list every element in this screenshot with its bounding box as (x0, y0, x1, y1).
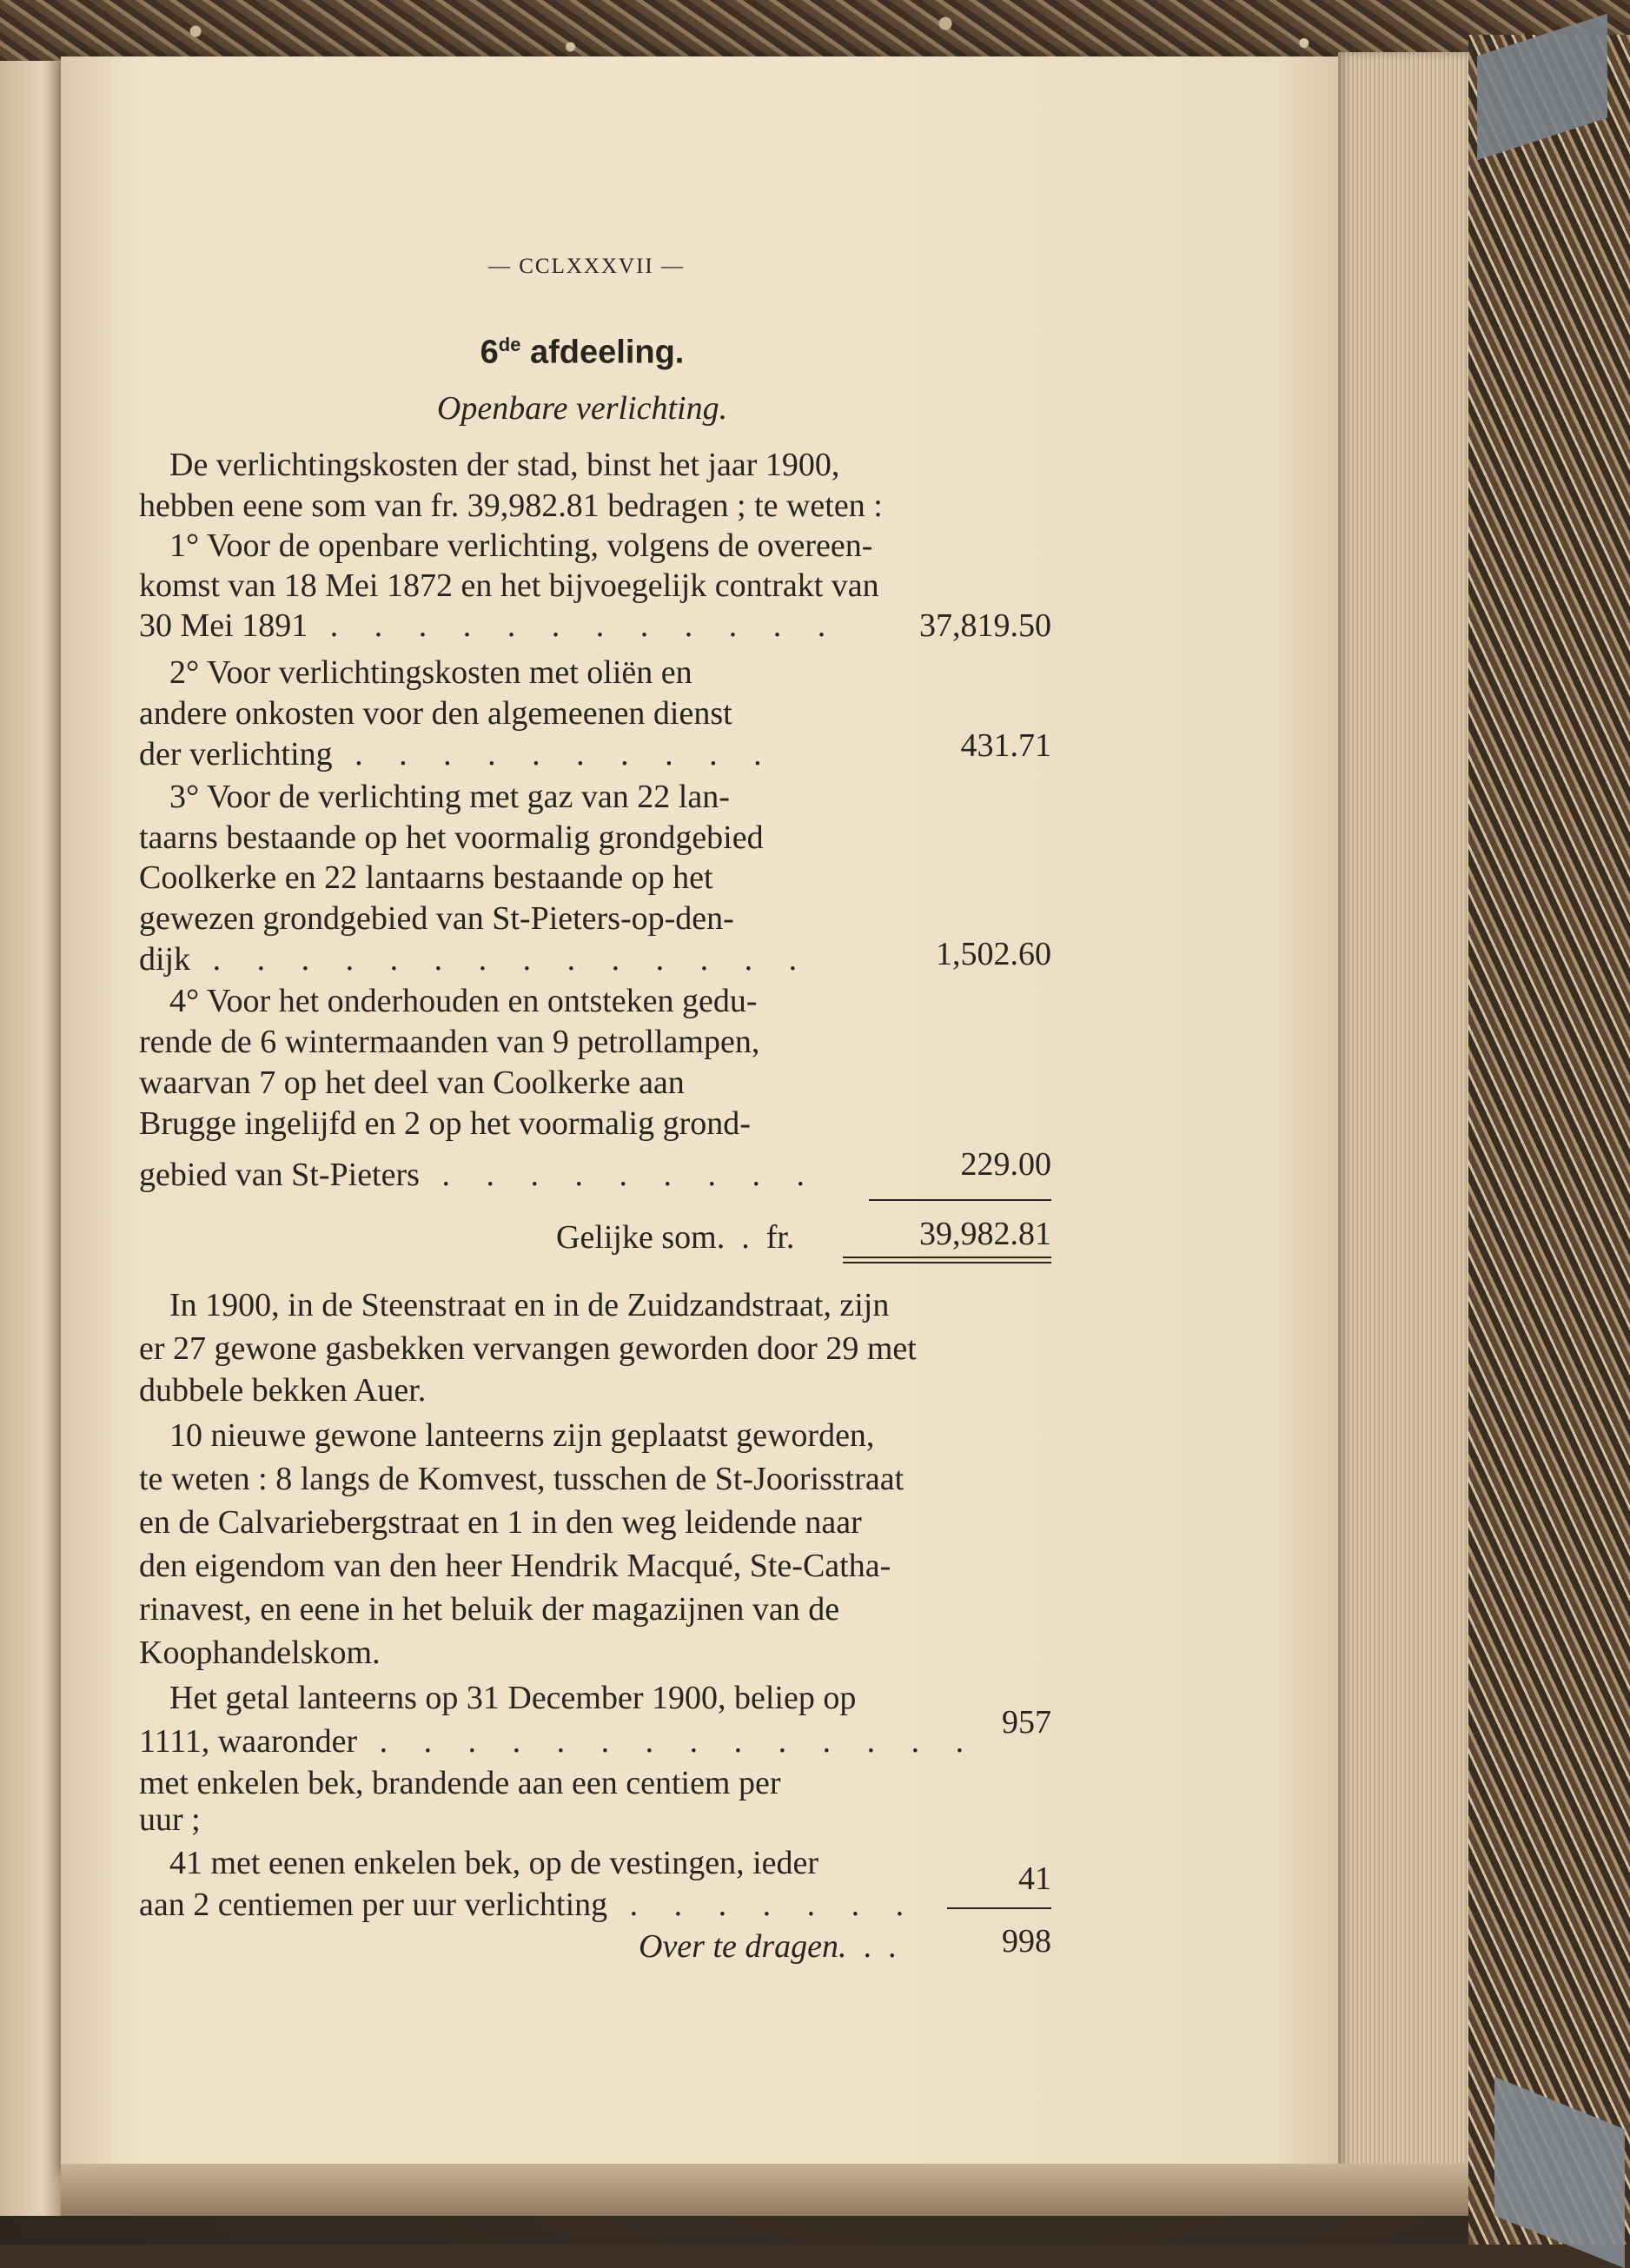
lantern-count2-line-2: aan 2 centiemen per uur verlichting . . . . . . . (139, 1887, 918, 1923)
item-1-line-2: komst van 18 Mei 1872 en het bijvoegelijk contrakt van (139, 567, 879, 604)
total-label: Gelijke som. . fr. (556, 1219, 795, 1256)
lantern-count-line-4: uur ; (139, 1801, 201, 1838)
section-number: 6 (480, 334, 499, 371)
item-3-line-4: gewezen grondgebied van St-Pieters-op-den- (139, 900, 734, 937)
lantern-count-amount: 957 (1002, 1704, 1051, 1741)
para-2-line-3: en de Calvariebergstraat en 1 in den weg leidende naar (139, 1504, 862, 1541)
item-3-amount: 1,502.60 (936, 936, 1051, 972)
para-2-line-5: rinavest, en eene in het beluik der magazijnen van de (139, 1591, 840, 1628)
para-2-line-2: te weten : 8 langs de Komvest, tusschen de St-Joorisstraat (139, 1461, 904, 1497)
item-3-line-3: Coolkerke en 22 lantaarns bestaande op het (139, 859, 713, 896)
item-2-last-line: der verlichting . . . . . . . . . . (139, 736, 776, 773)
item-4-last-line: gebied van St-Pieters . . . . . . . . . (139, 1157, 818, 1193)
total-rule-2 (843, 1262, 1051, 1263)
item-3-line-1: 3° Voor de verlichting met gaz van 22 lan- (169, 779, 730, 815)
subtitle: Openbare verlichting. (436, 390, 728, 427)
item-2-line-2: andere onkosten voor den algemeenen dienst (139, 695, 732, 732)
lantern-count-line-1: Het getal lanteerns op 31 December 1900, beliep op (169, 1680, 857, 1716)
item-4-line-4: Brugge ingelijfd en 2 op het voormalig grond- (139, 1105, 751, 1142)
total-rule-1 (843, 1257, 1051, 1258)
lantern-count2-line-1: 41 met eenen enkelen bek, op de vestingen, ieder (169, 1845, 819, 1881)
item-4-line-1: 4° Voor het onderhouden en ontsteken gedu- (169, 983, 758, 1019)
carry-rule (947, 1907, 1051, 1909)
item-1-line-1: 1° Voor de openbare verlichting, volgens de overeen- (169, 527, 873, 564)
para-1-line-2: er 27 gewone gasbekken vervangen geworden door 29 met (139, 1330, 917, 1367)
sum-rule (869, 1199, 1051, 1201)
intro-line-2: hebben eene som van fr. 39,982.81 bedragen ; te weten : (139, 487, 883, 524)
carry-over-amount: 998 (1002, 1923, 1051, 1960)
para-2-line-1: 10 nieuwe gewone lanteerns zijn geplaatst geworden, (169, 1417, 875, 1454)
section-heading (408, 326, 756, 372)
para-2-line-6: Koophandelskom. (139, 1635, 381, 1671)
running-head: — CCLXXXVII — (488, 255, 685, 278)
item-2-amount: 431.71 (960, 727, 1051, 764)
para-1-line-3: dubbele bekken Auer. (139, 1372, 427, 1409)
para-2-line-4: den eigendom van den heer Hendrik Macqué, Ste-Catha- (139, 1548, 891, 1584)
item-4-line-2: rende de 6 wintermaanden van 9 petrollampen, (139, 1024, 760, 1060)
total-currency: fr. (765, 1219, 795, 1256)
section-number-suffix: de (498, 334, 521, 355)
item-4-line-3: waarvan 7 op het deel van Coolkerke aan (139, 1064, 685, 1101)
total-amount: 39,982.81 (919, 1216, 1051, 1252)
item-2-line-1: 2° Voor verlichtingskosten met oliën en (169, 654, 692, 691)
lantern-count-line-2: 1111, waaronder . . . . . . . . . . . . . . (139, 1723, 978, 1760)
item-1-amount: 37,819.50 (919, 607, 1051, 644)
intro-line-1: De verlichtingskosten der stad, binst het jaar 1900, (169, 447, 840, 483)
para-1-line-1: In 1900, in de Steenstraat en in de Zuidzandstraat, zijn (169, 1287, 890, 1323)
item-1-last-line: 30 Mei 1891 . . . . . . . . . . . . (139, 607, 840, 644)
carry-over-label: Over te dragen. . . (639, 1928, 897, 1965)
section-title: afdeeling. (530, 334, 685, 371)
item-4-amount: 229.00 (960, 1146, 1051, 1183)
lantern-count2-amount: 41 (1018, 1860, 1051, 1897)
lantern-count-line-3: met enkelen bek, brandende aan een centiem per (139, 1765, 781, 1801)
item-3-last-line: dijk . . . . . . . . . . . . . . (139, 941, 812, 978)
item-3-line-2: taarns bestaande op het voormalig grondgebied (139, 819, 764, 856)
